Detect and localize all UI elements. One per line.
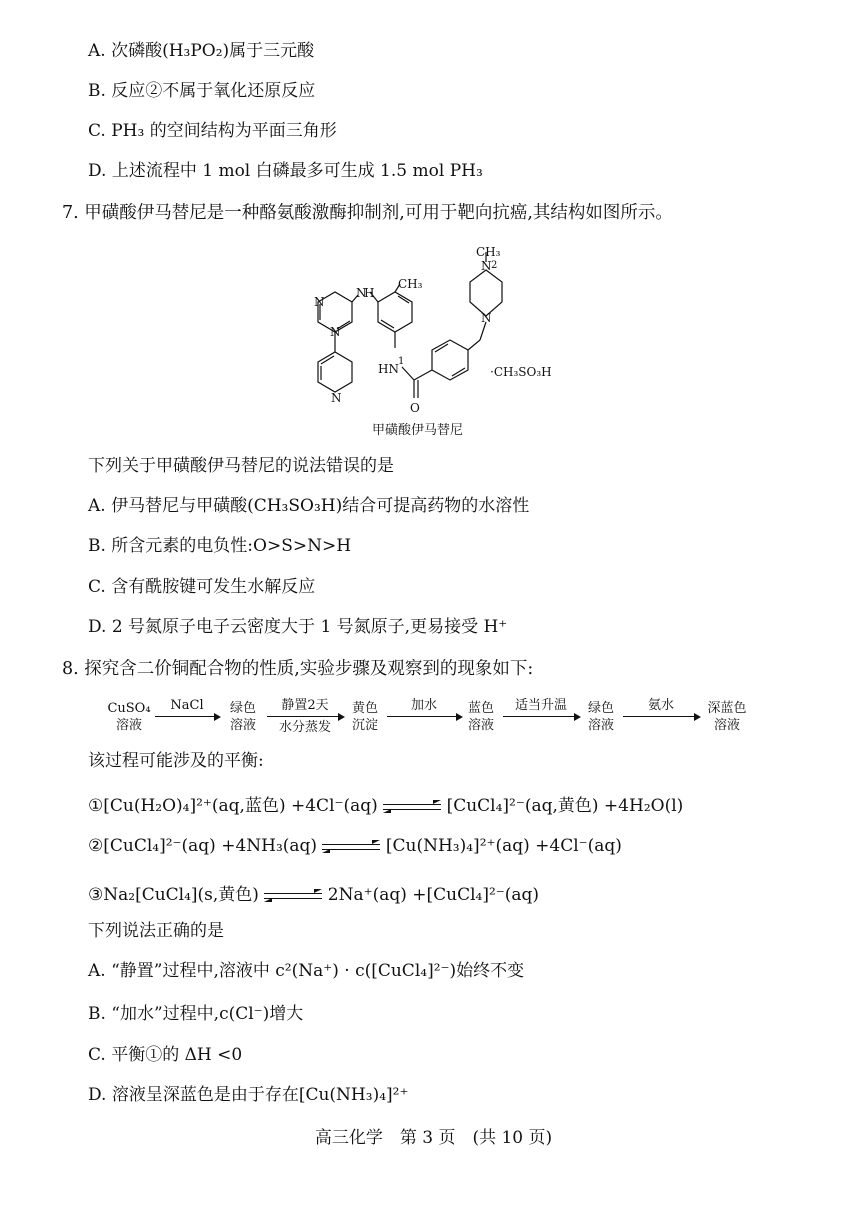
flow-node-text: 溶液 (713, 718, 740, 733)
figure-caption: 甲磺酸伊马替尼 (372, 423, 464, 438)
reversible-arrow-icon (322, 842, 380, 852)
equilibria-intro: 该过程可能涉及的平衡: (88, 751, 264, 771)
label-ch3-top: CH₃ (476, 245, 501, 259)
flow-node-text: 黄色 (351, 701, 378, 716)
q6-option-b: B. 反应②不属于氧化还原反应 (88, 81, 316, 101)
experiment-flow-diagram (105, 698, 765, 740)
flow-arrow-label: 静置2天 (281, 698, 329, 713)
flow-node-blue (461, 700, 501, 734)
flow-arrow (387, 716, 461, 717)
flow-arrow-label: 加水 (410, 698, 437, 713)
flow-node-text: 溶液 (115, 718, 142, 733)
q7-question: 下列关于甲磺酸伊马替尼的说法错误的是 (88, 456, 394, 476)
eq2-right: [Cu(NH₃)₄]²⁺(aq) +4Cl⁻(aq) (385, 836, 622, 856)
q7-option-d: D. 2 号氮原子电子云密度大于 1 号氮原子,更易接受 H⁺ (88, 617, 508, 637)
page-footer: 高三化学 第 3 页 (共 10 页) (314, 1128, 553, 1148)
flow-node-text: 绿色 (587, 701, 614, 716)
q7-option-a: A. 伊马替尼与甲磺酸(CH₃SO₃H)结合可提高药物的水溶性 (88, 496, 530, 516)
flow-arrow-label: 氨水 (647, 698, 674, 713)
eq2-left: ②[CuCl₄]²⁻(aq) +4NH₃(aq) (88, 836, 318, 856)
label-nh-n: N (356, 286, 367, 300)
flow-node-text: 溶液 (229, 718, 256, 733)
label-n2: N (481, 259, 492, 273)
reversible-arrow-icon (264, 891, 322, 901)
flow-node-text: 深蓝色 (707, 701, 747, 716)
q7-option-c: C. 含有酰胺键可发生水解反应 (88, 577, 316, 597)
label-num1: 1 (398, 356, 405, 367)
q6-option-c: C. PH₃ 的空间结构为平面三角形 (88, 121, 337, 141)
q6-option-d: D. 上述流程中 1 mol 白磷最多可生成 1.5 mol PH₃ (88, 161, 483, 181)
label-pyrimidine-n1: N (314, 295, 325, 309)
label-pyrimidine-n2: N (330, 325, 341, 339)
q8-question: 下列说法正确的是 (88, 921, 224, 941)
q7-stem: 7. 甲磺酸伊马替尼是一种酪氨酸激酶抑制剂,可用于靶向抗癌,其结构如图所示。 (62, 203, 673, 223)
label-pyridine-n: N (331, 391, 342, 405)
eq1-left: ①[Cu(H₂O)₄]²⁺(aq,蓝色) +4Cl⁻(aq) (88, 796, 378, 816)
flow-node-deep-blue (701, 700, 753, 734)
flow-node-green (223, 700, 263, 734)
flow-node-text: CuSO₄ (107, 701, 151, 716)
flow-node-cuso4 (105, 700, 153, 734)
q6-option-a: A. 次磷酸(H₃PO₂)属于三元酸 (88, 41, 315, 61)
label-num2: 2 (491, 260, 498, 271)
q8-option-c: C. 平衡①的 ΔH <0 (88, 1045, 243, 1065)
label-nh-h: H (364, 286, 375, 300)
flow-node-text: 溶液 (587, 718, 614, 733)
q8-option-d: D. 溶液呈深蓝色是由于存在[Cu(NH₃)₄]²⁺ (88, 1085, 409, 1105)
molecule-bonds (318, 252, 502, 398)
equilibrium-1 (88, 791, 683, 816)
flow-arrow (623, 716, 699, 717)
q7-option-b: B. 所含元素的电负性:O>S>N>H (88, 536, 352, 556)
label-hn: HN (378, 362, 399, 376)
q8-stem: 8. 探究含二价铜配合物的性质,实验步骤及观察到的现象如下: (62, 659, 534, 679)
label-n-piperazine: N (481, 311, 492, 325)
flow-arrow-label: 适当升温 (514, 698, 567, 713)
flow-node-text: 沉淀 (351, 718, 378, 733)
reversible-arrow-icon (383, 802, 441, 812)
imatinib-structure-figure (290, 240, 590, 440)
flow-arrow (503, 716, 579, 717)
label-o: O (410, 401, 420, 415)
eq3-right: 2Na⁺(aq) +[CuCl₄]²⁻(aq) (327, 885, 540, 905)
flow-node-text: 蓝色 (467, 701, 494, 716)
label-methyl: CH₃ (398, 277, 423, 291)
flow-arrow (267, 716, 343, 717)
flow-node-green-2 (581, 700, 621, 734)
q8-option-a: A. “静置”过程中,溶液中 c²(Na⁺) · c([CuCl₄]²⁻)始终不变 (88, 961, 525, 981)
flow-node-text: 绿色 (229, 701, 256, 716)
eq1-right: [CuCl₄]²⁻(aq,黄色) +4H₂O(l) (446, 796, 684, 816)
q8-option-b: B. “加水”过程中,c(Cl⁻)增大 (88, 1004, 304, 1024)
equilibrium-2 (88, 836, 622, 856)
eq3-left: ③Na₂[CuCl₄](s,黄色) (88, 885, 259, 905)
flow-arrow-label: NaCl (170, 698, 204, 713)
equilibrium-3 (88, 880, 539, 905)
flow-arrow-label: 水分蒸发 (278, 720, 331, 735)
label-mesylate-salt: ·CH₃SO₃H (490, 365, 552, 379)
flow-node-yellow (345, 700, 385, 734)
flow-node-text: 溶液 (467, 718, 494, 733)
flow-arrow (155, 716, 219, 717)
